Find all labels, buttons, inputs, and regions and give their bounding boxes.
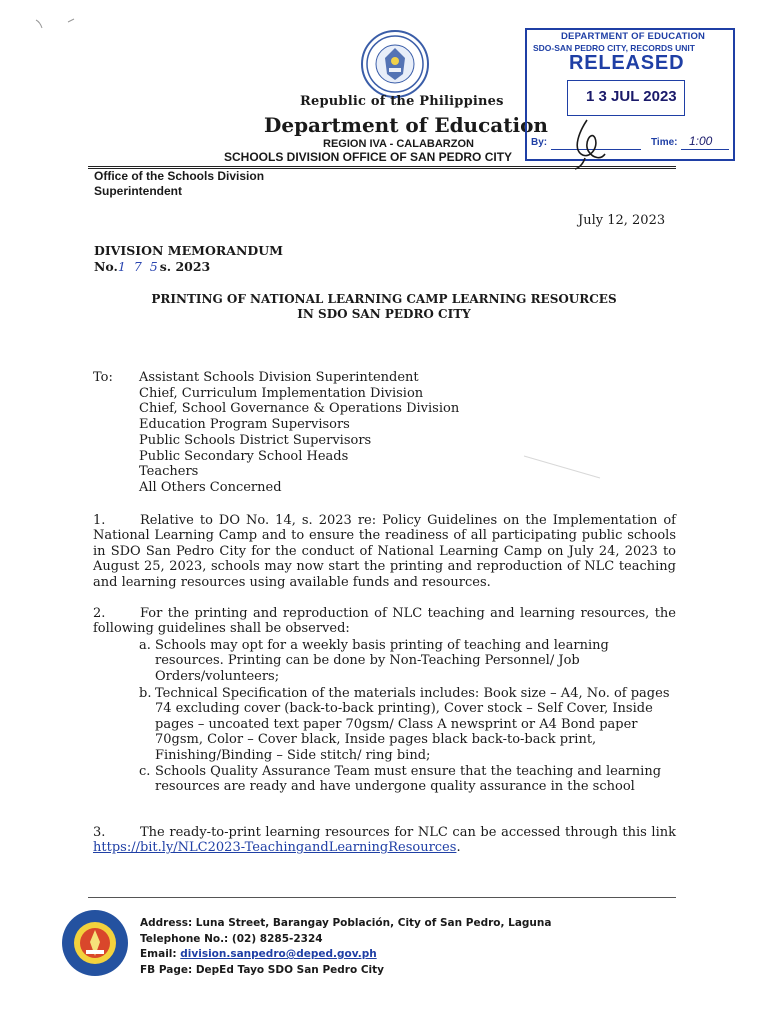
paragraph-1: 1. Relative to DO No. 14, s. 2023 re: Policy Guidelines on the Implementation of National Learning Camp and to ensure the readiness of all participating public schools in SDO San Pedro City for the conduct of National Learning Camp on July 24, 2023 to August 25, 2023, schools may now start the printing and reproduction of NLC teaching and learning resources using available funds and resources. (93, 513, 676, 590)
guideline-item: a. Schools may opt for a weekly basis printing of teaching and learning resources. Printing can be done by Non-Teaching Personnel/ Job Orders/volunteers; (139, 638, 609, 684)
division-office-heading: SCHOOLS DIVISION OFFICE OF SAN PEDRO CITY (224, 150, 513, 164)
to-label: To: (93, 370, 113, 385)
footer-fb: FB Page: DepEd Tayo SDO San Pedro City (140, 963, 384, 976)
memo-date: July 12, 2023 (578, 213, 666, 228)
stamp-date-box (567, 80, 685, 116)
signature-mark (565, 118, 615, 170)
scan-mark (28, 14, 78, 38)
recipient-item: Chief, Curriculum Implementation Division (139, 385, 424, 401)
guideline-item: b. Technical Specification of the materials includes: Book size – A4, No. of pages 74 excluding cover (back-to-back printing), Cover stock – Self Cover, Inside pages – uncoated text paper 70gsm/ Class A newsprint or A4 Bond paper 70gsm, Color – Cover black, Inside pages black back-to-back print, Finishing/Binding – Side stitch/ ring bind; (139, 686, 670, 763)
paragraph-3: 3. The ready-to-print learning resources for NLC can be accessed through this link https://bit.ly/NLC2023-TeachingandLearningResources. (93, 825, 676, 856)
footer-divider (88, 897, 676, 898)
stamp-status: RELEASED (569, 52, 685, 74)
republic-heading: Republic of the Philippines (300, 94, 504, 109)
guideline-item: c. Schools Quality Assurance Team must ensure that the teaching and learning resources are ready and have undergone quality assurance in the school (139, 764, 662, 795)
recipient-item: Teachers (139, 464, 199, 480)
deped-seal-logo (361, 30, 429, 98)
stamp-unit: SDO-SAN PEDRO CITY, RECORDS UNIT (533, 43, 695, 53)
stamp-time-value: 1:00 (689, 134, 713, 148)
released-stamp (525, 28, 735, 161)
stamp-by-label: By: (531, 137, 548, 148)
footer-telephone: Telephone No.: (02) 8285-2324 (140, 932, 323, 945)
stamp-time-label: Time: (651, 137, 678, 148)
department-heading: Department of Education (264, 113, 548, 137)
paragraph-2: 2. For the printing and reproduction of NLC teaching and learning resources, the following guidelines shall be observed: (93, 606, 676, 637)
recipient-item: Assistant Schools Division Superintendent (139, 370, 419, 385)
recipient-list (139, 370, 459, 496)
handwritten-number: 1 7 5 (117, 259, 160, 274)
footer-email-row: Email: division.sanpedro@deped.gov.ph (140, 948, 377, 960)
footer-contact (140, 916, 551, 978)
recipient-item: All Others Concerned (139, 479, 282, 495)
recipient-item: Chief, School Governance & Operations Division (139, 401, 460, 417)
region-heading: REGION IVA - CALABARZON (323, 138, 474, 150)
memo-subject-line2: IN SDO SAN PEDRO CITY (297, 307, 471, 321)
resources-link[interactable]: https://bit.ly/NLC2023-TeachingandLearningResources (93, 840, 457, 856)
footer-email-link[interactable]: division.sanpedro@deped.gov.ph (180, 948, 377, 960)
sdo-seal-logo (62, 910, 128, 976)
office-label: Office of the Schools Division Superintendent (94, 169, 265, 198)
pen-mark (522, 452, 602, 482)
memo-subject-line1: PRINTING OF NATIONAL LEARNING CAMP LEARNING RESOURCES (151, 292, 617, 306)
recipient-item: Education Program Supervisors (139, 417, 350, 433)
stamp-agency: DEPARTMENT OF EDUCATION (561, 31, 706, 42)
memo-number: No.1 7 5s. 2023 (94, 259, 211, 274)
recipient-item: Public Schools District Supervisors (139, 432, 372, 448)
recipient-item: Public Secondary School Heads (139, 448, 349, 464)
stamp-time-line (681, 149, 729, 150)
stamp-date: 1 3 JUL 2023 (586, 88, 677, 105)
footer-address: Address: Luna Street, Barangay Población, City of San Pedro, Laguna (140, 917, 552, 929)
memo-title: DIVISION MEMORANDUM (94, 243, 283, 258)
